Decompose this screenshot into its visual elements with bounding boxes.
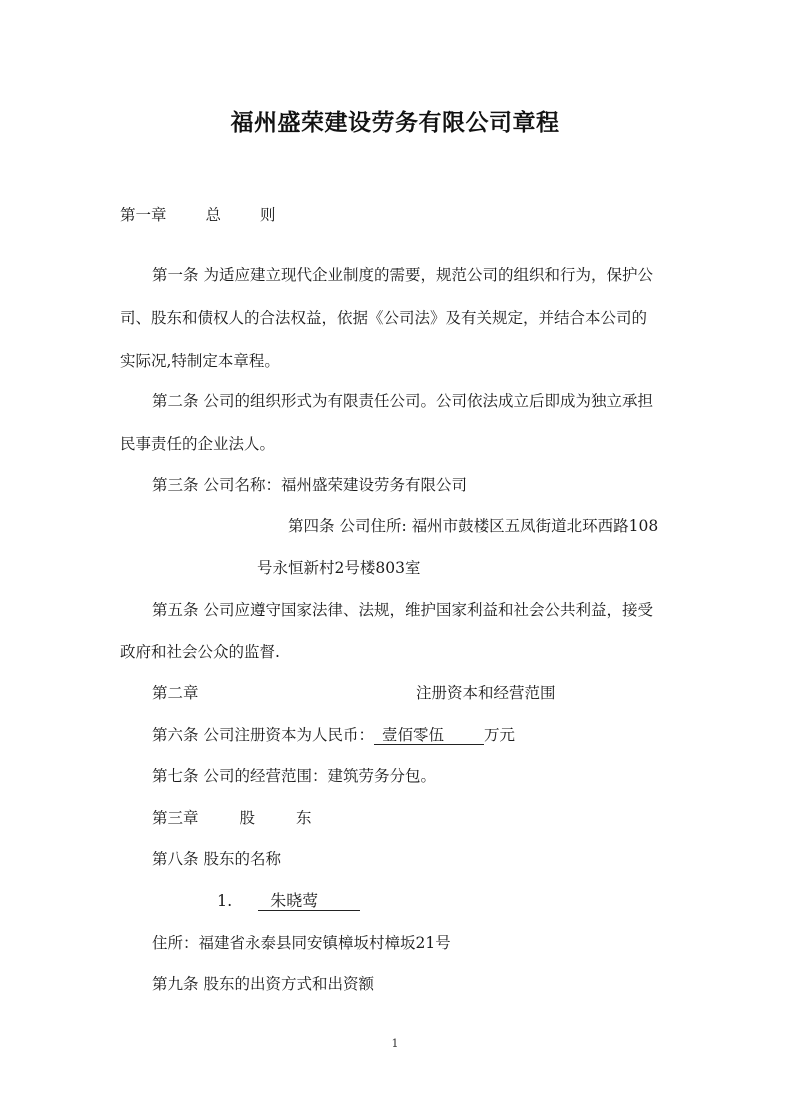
shareholder-1-index: 1. bbox=[217, 891, 233, 910]
article-7-line bbox=[152, 765, 436, 787]
article-1-label: 第一条 bbox=[152, 266, 199, 284]
article-8-label: 第八条 bbox=[152, 850, 199, 868]
article-4-label: 第四条 bbox=[288, 517, 335, 535]
article-6-amount: 壹佰零伍 bbox=[374, 726, 484, 745]
article-3-line bbox=[152, 474, 467, 496]
shareholder-1-name: 朱晓莺 bbox=[258, 892, 360, 911]
article-4-line-1 bbox=[288, 515, 658, 537]
article-9-label: 第九条 bbox=[152, 975, 199, 993]
article-2-label: 第二条 bbox=[152, 392, 199, 410]
chapter-3-name-part2: 东 bbox=[296, 809, 312, 827]
chapter-1-label: 第一章 bbox=[120, 206, 167, 224]
article-2-line-2: 民事责任的企业法人。 bbox=[120, 435, 276, 453]
document-title: 福州盛荣建设劳务有限公司章程 bbox=[230, 109, 560, 136]
article-2-line-1 bbox=[152, 390, 653, 412]
chapter-1-name-part1: 总 bbox=[205, 206, 222, 224]
article-2-text-1: 公司的组织形式为有限责任公司。公司依法成立后即成为独立承担 bbox=[203, 392, 653, 410]
chapter-3-name-part1: 股 bbox=[239, 809, 256, 827]
article-1-line-3: 实际况,特制定本章程。 bbox=[120, 352, 280, 370]
article-5-label: 第五条 bbox=[152, 601, 199, 619]
article-8-text: 股东的名称 bbox=[203, 850, 281, 868]
article-4-text-1: 公司住所: 福州市鼓楼区五凤街道北环西路108 bbox=[339, 517, 659, 535]
article-5-line-1 bbox=[152, 599, 653, 621]
article-6-prefix: 公司注册资本为人民币： bbox=[203, 726, 374, 744]
article-9-line bbox=[152, 973, 374, 995]
chapter-2-label: 第二章 bbox=[152, 684, 199, 702]
article-6-unit: 万元 bbox=[483, 726, 515, 744]
article-5-text-1: 公司应遵守国家法律、法规，维护国家利益和社会公共利益，接受 bbox=[203, 601, 653, 619]
shareholder-1-line bbox=[217, 890, 360, 912]
shareholder-1-address: 住所：福建省永泰县同安镇樟坂村樟坂21号 bbox=[152, 934, 451, 952]
article-6-line bbox=[152, 724, 515, 746]
article-9-text: 股东的出资方式和出资额 bbox=[203, 975, 374, 993]
article-3-label: 第三条 bbox=[152, 476, 199, 494]
page-number: 1 bbox=[391, 1037, 399, 1050]
chapter-2-name: 注册资本和经营范围 bbox=[416, 684, 556, 702]
chapter-3-heading bbox=[152, 807, 312, 829]
article-7-text: 公司的经营范围：建筑劳务分包。 bbox=[203, 767, 436, 785]
article-5-line-2: 政府和社会公众的监督. bbox=[120, 643, 280, 661]
article-1-line-1 bbox=[152, 264, 653, 286]
chapter-1-heading bbox=[120, 204, 276, 226]
article-7-label: 第七条 bbox=[152, 767, 199, 785]
article-1-text-1: 为适应建立现代企业制度的需要，规范公司的组织和行为，保护公 bbox=[203, 266, 653, 284]
article-3-text: 公司名称：福州盛荣建设劳务有限公司 bbox=[203, 476, 467, 494]
chapter-1-name-part2: 则 bbox=[260, 206, 276, 224]
article-6-label: 第六条 bbox=[152, 726, 199, 744]
article-8-line bbox=[152, 848, 281, 870]
chapter-3-label: 第三章 bbox=[152, 809, 199, 827]
article-4-line-2: 号永恒新村2号楼803室 bbox=[257, 559, 421, 577]
article-1-line-2: 司、股东和债权人的合法权益，依据《公司法》及有关规定，并结合本公司的 bbox=[120, 309, 648, 327]
